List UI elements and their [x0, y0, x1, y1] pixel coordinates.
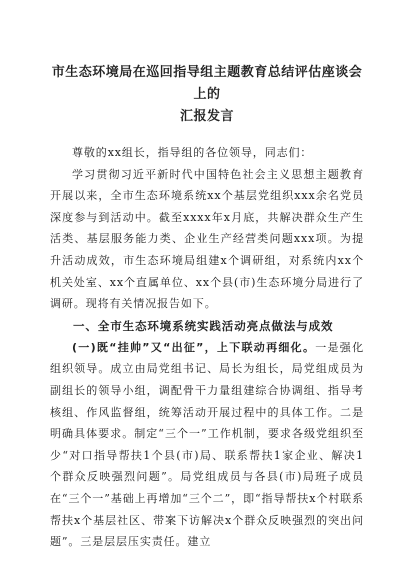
greeting: 尊敬的xx组长，指导组的各位领导，同志们：: [72, 146, 313, 159]
title-line-2: 汇报发言: [179, 109, 234, 124]
paragraph-intro: 学习贯彻习近平新时代中国特色社会主义思想主题教育开展以来，全市生态环境系统xx个基层党组织xxx余名党员深度参与到活动中。截至xxxx年x月底，共解决群众生产生活类、基层服务能力类、企业生产经营类问题xxx项。为提升活动成效，市生态环境局组建x个调研组，对系统内xx个机关处室、xx个直属单位、xx个县(市)生态环境分局进行了调研。现将有关情况报告如下。: [50, 167, 364, 311]
document-title: [50, 62, 364, 128]
title-line-1: 市生态环境局在巡回指导组主题教育总结评估座谈会上的: [51, 65, 363, 102]
sub-heading: (一)既“挂帅”又“出征”，上下联动再细化。: [72, 340, 316, 354]
section-heading: 一、全市生态环境系统实践活动亮点做法与成效: [73, 318, 334, 333]
paragraph-section-1: [50, 337, 364, 553]
paragraph-body: 一是强化组织领导。成立由局党组书记、局长为组长，局党组成员为副组长的领导小组，调配骨干力量组建综合协调组、指导考核组、作风监督组，统筹活动开展过程中的具体工作。二是明确具体要求。制定“三个一”工作机制，要求各级党组织至少“对口指导帮扶1个县(市)局、联系帮扶1家企业、解决1个群众反映强烈问题”。局党组成员与各县(市)局班子成员在“三个一”基础上再增加“三个二”，即“指导帮扶x个村联系帮扶x个基层社区、带案下访解决x个群众反映强烈的突出问题”。三是层层压实责任。建立: [50, 340, 364, 549]
